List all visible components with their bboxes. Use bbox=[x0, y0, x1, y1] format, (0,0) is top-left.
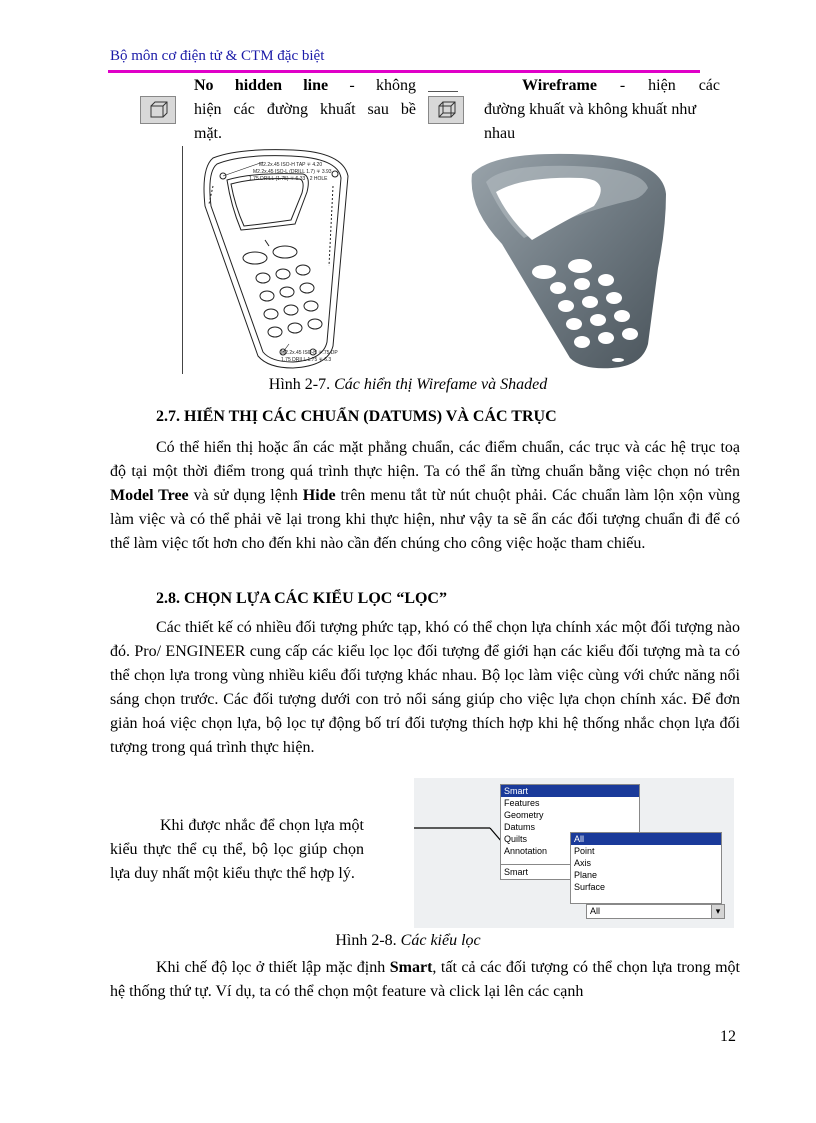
page-number: 12 bbox=[720, 1028, 736, 1045]
figure-2-8-label: Hình 2-8. bbox=[335, 932, 401, 949]
figure-2-8-title: Các kiểu lọc bbox=[400, 932, 481, 949]
filter-sub-list bbox=[570, 832, 722, 904]
no-hidden-line-icon bbox=[140, 96, 176, 124]
no-hidden-line-term: No hidden line bbox=[194, 77, 329, 94]
no-hidden-line-desc: - không bbox=[328, 77, 416, 94]
sub-option-point[interactable]: Point bbox=[574, 846, 595, 856]
wireframe-desc: - hiện các bbox=[596, 77, 720, 94]
sub-filter-combo[interactable] bbox=[586, 904, 725, 919]
drawing-note-top-3: 1.75 DRILL (1.75) ∓ 6.33 - 2 HOLE bbox=[249, 176, 328, 182]
wireframe-term: Wireframe bbox=[522, 77, 597, 94]
filter-side-text: Khi được nhắc để chọn lựa một kiểu thực thể cụ thể, bộ lọc giúp chọn lựa duy nhất một kiểu thực thể hợp lý. bbox=[110, 817, 364, 882]
drawing-note-top-2: M2.2x.45 ISO-L (DRILL 1.7) ∓ 3.93 bbox=[253, 169, 332, 175]
filter-combo[interactable]: Smart bbox=[500, 864, 575, 880]
sub-option-axis[interactable]: Axis bbox=[574, 858, 592, 868]
smart-term: Smart bbox=[389, 959, 433, 976]
final-paragraph: Khi chế độ lọc ở thiết lập mặc định Smart, tất cả các đối tượng có thể chọn lựa trong một hệ thống thứ tự. Ví dụ, ta có thể chọn một feature và click lại lên các cạnh bbox=[110, 959, 741, 1000]
phone-hidden-line-drawing bbox=[182, 146, 353, 374]
sub-option-surface[interactable]: Surface bbox=[574, 882, 606, 892]
sub-option-all[interactable]: All bbox=[571, 833, 721, 845]
figure-2-7-caption bbox=[0, 376, 816, 394]
phone-shaded-render bbox=[462, 148, 672, 372]
filter-option-features[interactable]: Features bbox=[504, 798, 540, 808]
icon-divider bbox=[428, 91, 458, 92]
figure-2-8-caption bbox=[0, 932, 816, 950]
sub-filter-combo-value: All bbox=[590, 906, 601, 916]
no-hidden-line-desc-3: mặt. bbox=[194, 125, 222, 142]
sub-option-plane[interactable]: Plane bbox=[574, 870, 598, 880]
filter-menu-figure bbox=[414, 778, 734, 928]
model-tree-term: Model Tree bbox=[110, 487, 189, 504]
section-2-7-paragraph: Có thể hiển thị hoặc ẩn các mặt phẳng chuẩn, các điểm chuẩn, các trục và các hệ trục toạ độ tại một thời điểm trong quá trình thực hiện. Ta có thể ẩn từng chuẩn bằng việc chọn nó trên Model Tree và sử dụng lệnh Hide trên menu tắt từ nút chuột phải. Các chuẩn làm lộn xộn vùng làm việc và có thể phải vẽ lại trong khi thực hiện, như vậy ta sẽ ẩn các đối tượng chuẩn đi để có thể làm việc tốt hơn cho đến khi nào cần đến chúng cho công việc hoặc tham chiếu. bbox=[110, 439, 740, 552]
header-rule bbox=[108, 70, 700, 73]
hide-term: Hide bbox=[302, 487, 336, 504]
filter-option-geometry[interactable]: Geometry bbox=[504, 810, 544, 820]
no-hidden-line-desc-2: hiện các đường khuất sau bề bbox=[194, 101, 416, 118]
filter-option-datums[interactable]: Datums bbox=[504, 822, 536, 832]
drawing-note-bottom-2: 1.75 DRILL 1.75 ∓ 6.3 bbox=[281, 357, 332, 363]
wireframe-desc-3: nhau bbox=[484, 125, 516, 142]
section-2-7-heading: 2.7. HIỂN THỊ CÁC CHUẨN (DATUMS) VÀ CÁC TRỤC bbox=[156, 408, 557, 425]
chevron-down-icon[interactable]: ▾ bbox=[711, 905, 724, 918]
filter-option-quilts[interactable]: Quilts bbox=[504, 834, 528, 844]
section-2-8-heading: 2.8. CHỌN LỰA CÁC KIỂU LỌC “LỌC” bbox=[156, 590, 447, 607]
filter-option-smart[interactable]: Smart bbox=[501, 785, 639, 797]
wireframe-desc-2: đường khuất và không khuất như bbox=[484, 101, 696, 118]
drawing-note-top-1: M2.2x.45 ISO-H TAP ∓ 4.20 bbox=[259, 162, 323, 168]
filter-option-annotation[interactable]: Annotation bbox=[504, 846, 548, 856]
wireframe-icon bbox=[428, 96, 464, 124]
figure-2-7-label: Hình 2-7. bbox=[268, 376, 335, 393]
figure-2-7-title: Các hiển thị Wirefame và Shaded bbox=[334, 376, 548, 393]
drawing-note-bottom-1: M2.2x.45 ISO-H ∓.75 DP bbox=[281, 350, 338, 356]
page-header: Bộ môn cơ điện tử & CTM đặc biệt bbox=[110, 48, 325, 64]
section-2-8-paragraph: Các thiết kế có nhiều đối tượng phức tạp, khó có thể chọn lựa chính xác một đối tượng nào đó. Pro/ ENGINEER cung cấp các kiểu lọc lọc đối tượng để giới hạn các kiểu đối tượng mà ta có thể chọn lựa trong vùng nhiều kiểu đối tượng khác nhau. Bộ lọc làm việc cùng với chức năng nổi sáng chọn trước. Các đối tượng dưới con trỏ nổi sáng giúp cho việc lựa chọn chính xác. Để đơn giản hoá việc chọn lựa, bộ lọc tự động bố trí đối tượng thích hợp khi hệ thống nhắc chọn lựa đối tượng trong quá trình thực hiện. bbox=[110, 619, 740, 756]
